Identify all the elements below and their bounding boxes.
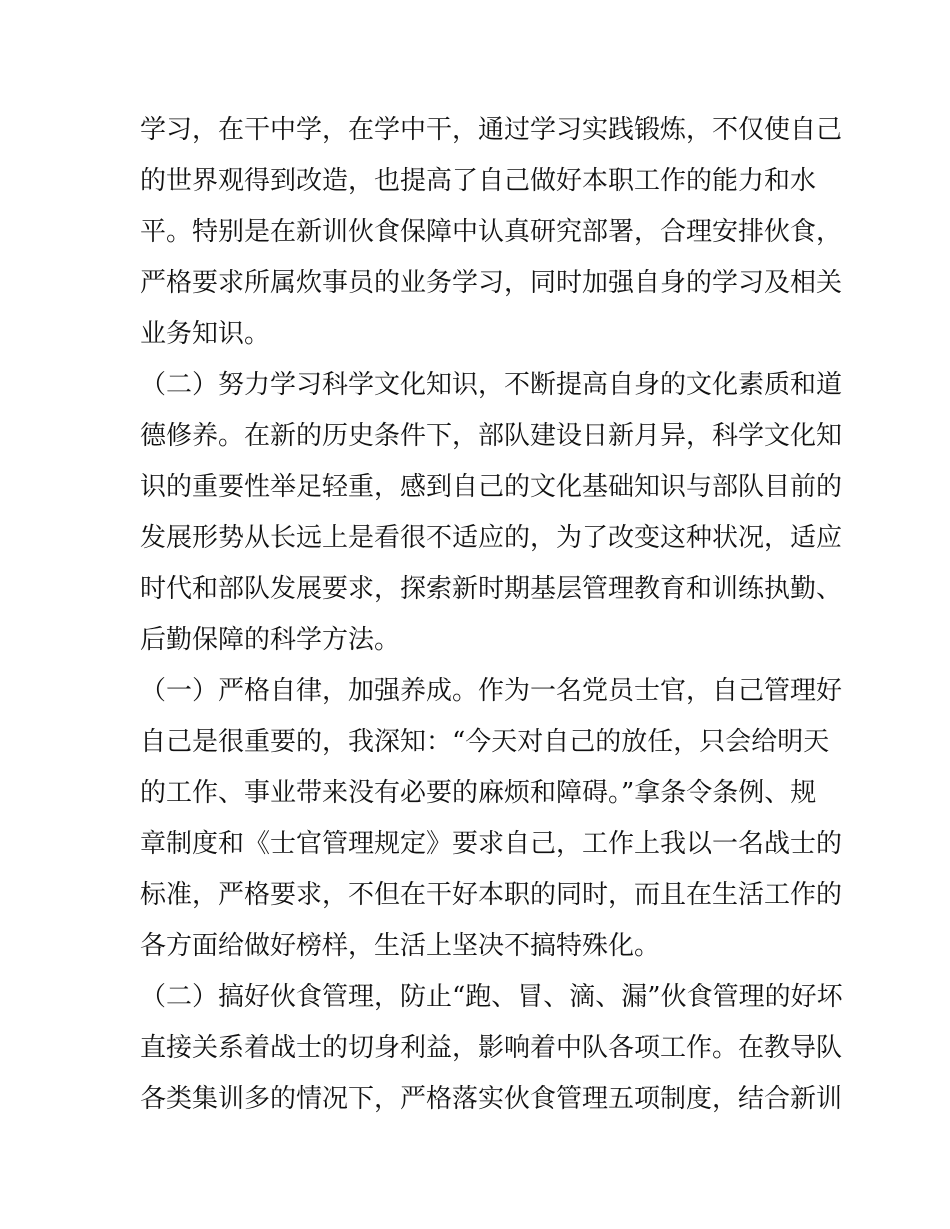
text-line: 章制度和《士官管理规定》要求自己，工作上我以一名战士的 xyxy=(140,829,843,859)
document-body-text xyxy=(140,105,843,1125)
text-line: 时代和部队发展要求，探索新时期基层管理教育和训练执勤、 xyxy=(140,574,843,604)
text-line: 各类集训多的情况下，严格落实伙食管理五项制度，结合新训 xyxy=(140,1084,843,1114)
text-line: 业务知识。 xyxy=(140,319,271,349)
text-line: 的世界观得到改造，也提高了自己做好本职工作的能力和水 xyxy=(140,166,817,196)
text-line: 各方面给做好榜样，生活上坚决不搞特殊化。 xyxy=(140,931,661,961)
text-line: 平。特别是在新训伙食保障中认真研究部署，合理安排伙食， xyxy=(140,217,843,247)
text-line: （一）严格自律，加强养成。作为一名党员士官，自己管理好 xyxy=(140,676,843,706)
text-line: 标准，严格要求，不但在干好本职的同时，而且在生活工作的 xyxy=(140,880,843,910)
text-line: 学习，在干中学，在学中干，通过学习实践锻炼，不仅使自己 xyxy=(140,115,843,145)
text-line: 识的重要性举足轻重，感到自己的文化基础知识与部队目前的 xyxy=(140,472,843,502)
text-line: （二）搞好伙食管理，防止“跑、冒、滴、漏”伙食管理的好坏 xyxy=(140,982,843,1012)
text-line: 发展形势从长远上是看很不适应的，为了改变这种状况，适应 xyxy=(140,523,843,553)
text-line: 后勤保障的科学方法。 xyxy=(140,625,401,655)
text-line: 严格要求所属炊事员的业务学习，同时加强自身的学习及相关 xyxy=(140,268,843,298)
text-line: 自己是很重要的，我深知：“今天对自己的放任，只会给明天 xyxy=(140,727,830,757)
text-line: 德修养。在新的历史条件下，部队建设日新月异，科学文化知 xyxy=(140,421,843,451)
text-line: 的工作、事业带来没有必要的麻烦和障碍。”拿条令条例、规 xyxy=(140,778,817,808)
text-line: 直接关系着战士的切身利益，影响着中队各项工作。在教导队 xyxy=(140,1033,843,1063)
text-line: （二）努力学习科学文化知识，不断提高自身的文化素质和道 xyxy=(140,370,843,400)
